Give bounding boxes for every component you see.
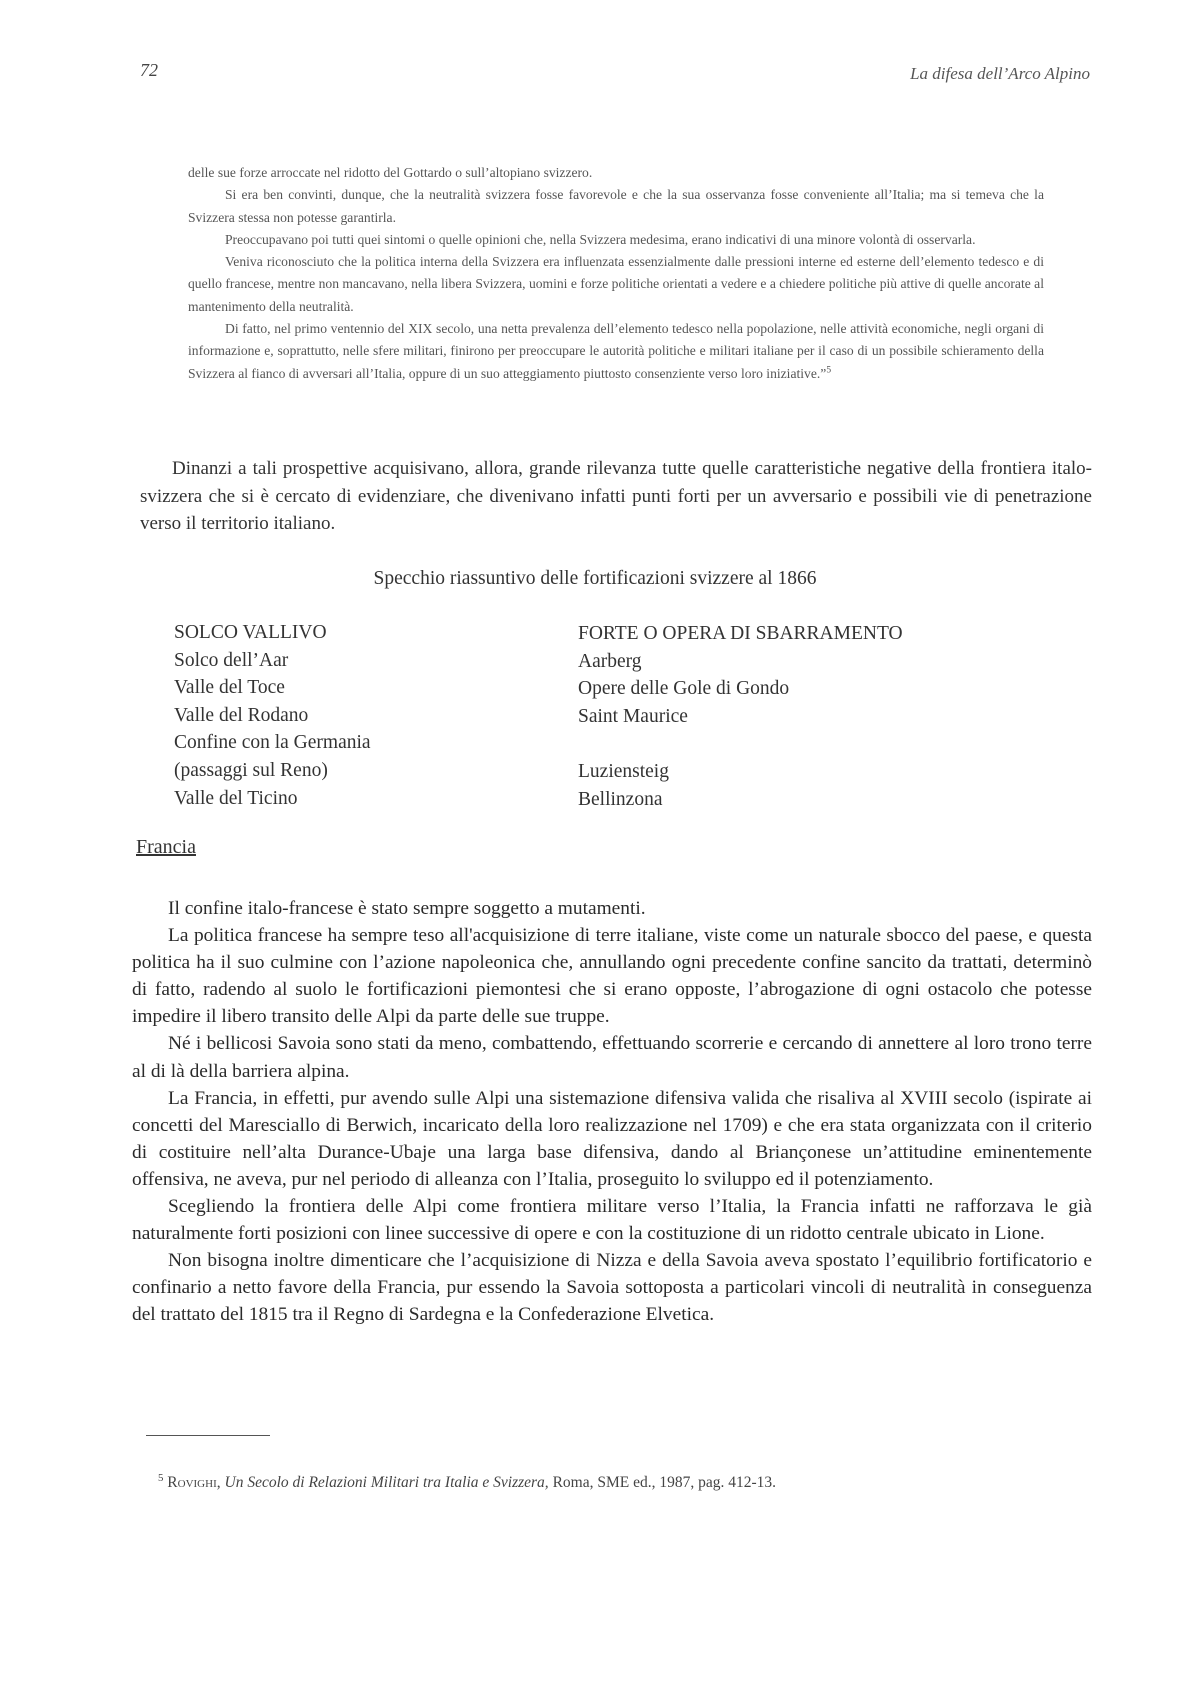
valley-item: (passaggi sul Reno) [174,759,328,781]
quote-paragraph: Si era ben convinti, dunque, che la neutralità svizzera fosse favorevole e che la sua osservanza fosse conveniente all’Italia; ma si temeva che la Svizzera stessa non potesse garantirla. [188,187,1044,225]
footnote-reference[interactable]: 5 [826,365,832,376]
quote-paragraph: delle sue forze arroccate nel ridotto del Gottardo o sull’altopiano svizzero. [188,165,593,180]
main-paragraph: Non bisogna inoltre dimenticare che l’acquisizione di Nizza e della Savoia aveva spostato l’equilibrio fortificatorio e confinario a netto favore della Francia, pur essendo la Savoia sottoposta a particolari vincoli di neutralità in conseguenza del trattato del 1815 tra il Regno di Sardegna e la Confederazione Elvetica. [132,1250,1092,1326]
valley-item: Confine con la Germania [174,732,371,754]
table-title: Specchio riassuntivo delle fortificazioni svizzere al 1866 [373,568,817,589]
column-header-fort: FORTE O OPERA DI SBARRAMENTO [578,623,903,644]
quote-paragraph: Preoccupavano poi tutti quei sintomi o quelle opinioni che, nella Svizzera medesima, erano indicativi di una minore volontà di osservarla. [225,231,976,247]
fort-item: Saint Maurice [578,705,688,727]
quote-paragraph-text: Di fatto, nel primo ventennio del XIX secolo, una netta prevalenza dell’elemento tedesco nella popolazione, nelle attività economiche, negli organi di informazione e, soprattutto, nelle sfere militari, finirono per preoccupare le autorità politiche e militari italiane per il caso di un possibile schieramento della Svizzera al fianco di avversari all’Italia, oppure di un suo atteggiamento piuttosto consenziente verso loro iniziative.” [188,321,1044,381]
footnote-divider [146,1435,270,1436]
footnote [158,1471,777,1492]
footnote-number: 5 [158,1471,164,1484]
fort-item-empty [578,730,903,758]
footnote-title: Un Secolo di Relazioni Militari tra Italia e Svizzera, [224,1474,549,1491]
fort-item: Aarberg [578,650,642,672]
page-number: 72 [140,60,158,80]
body-paragraph-text: Dinanzi a tali prospettive acquisivano, allora, grande rilevanza tutte quelle caratteristiche negative della frontiera italo-svizzera che si è cercato di evidenziare, che divenivano infatti punti forti per un avversario e possibili vie di penetrazione verso il territorio italiano. [140,458,1092,534]
fort-item: Luziensteig [578,760,669,782]
main-text [132,895,1092,1329]
main-paragraph: La politica francese ha sempre teso all'acquisizione di terre italiane, viste come un naturale sbocco del paese, e questa politica ha il suo culmine con l’azione napoleonica che, annullando ogni precedente confine sancito da trattati, determinò di fatto, radendo al suolo le fortificazioni piemontesi che si erano opposte, l’abrogazione di ogni ostacolo che potesse impedire il libero transito delle Alpi da parte delle sue truppe. [132,925,1092,1028]
main-paragraph: Scegliendo la frontiera delle Alpi come frontiera militare verso l’Italia, la Francia infatti ne rafforzava le già naturalmente forti posizioni con linee successive di opere e con la costituzione di un ridotto centrale ubicato in Lione. [132,1196,1092,1245]
body-paragraph [140,455,1092,538]
valley-item: Valle del Rodano [174,704,309,726]
section-title: Francia [136,836,196,858]
fort-item: Opere delle Gole di Gondo [578,678,790,700]
valley-item: Solco dell’Aar [174,649,289,671]
table-column-fort [578,620,903,813]
main-paragraph: Né i bellicosi Savoia sono stati da meno, combattendo, effettuando scorrerie e cercando di annettere al loro trono terre al di là della barriera alpina. [132,1033,1092,1082]
quote-paragraph [188,318,1044,385]
table-column-valley [174,619,371,812]
fort-item: Bellinzona [578,788,663,810]
block-quote [188,162,1044,385]
main-paragraph: Il confine italo-francese è stato sempre soggetto a mutamenti. [168,898,646,919]
column-header-valley: SOLCO VALLIVO [174,622,327,643]
main-paragraph: La Francia, in effetti, pur avendo sulle Alpi una sistemazione difensiva valida che risaliva al XVIII secolo (ispirate ai concetti del Maresciallo di Berwich, incaricato della loro realizzazione nel 1709) e che era stata organizzata con il criterio di costituire nell’alta Durance-Ubaje una larga base difensiva, dando al Briançonese un’attitudine eminentemente offensiva, ne aveva, pur nel periodo di alleanza con l’Italia, proseguito lo sviluppo ed il potenziamento. [132,1087,1092,1190]
valley-item: Valle del Ticino [174,787,298,809]
footnote-citation: Roma, SME ed., 1987, pag. 412-13. [552,1474,777,1491]
valley-item: Valle del Toce [174,677,285,699]
footnote-author: Rovighi, [167,1474,221,1491]
running-title: La difesa dell’Arco Alpino [910,64,1090,83]
quote-paragraph: Veniva riconosciuto che la politica interna della Svizzera era influenzata essenzialmente dalle pressioni interne ed esterne dell’elemento tedesco e di quello francese, mentre non mancavano, nella libera Svizzera, uomini e forze politiche orientati a vedere e a chiedere politiche più attive di quelle ancorate al mantenimento della neutralità. [188,254,1044,314]
